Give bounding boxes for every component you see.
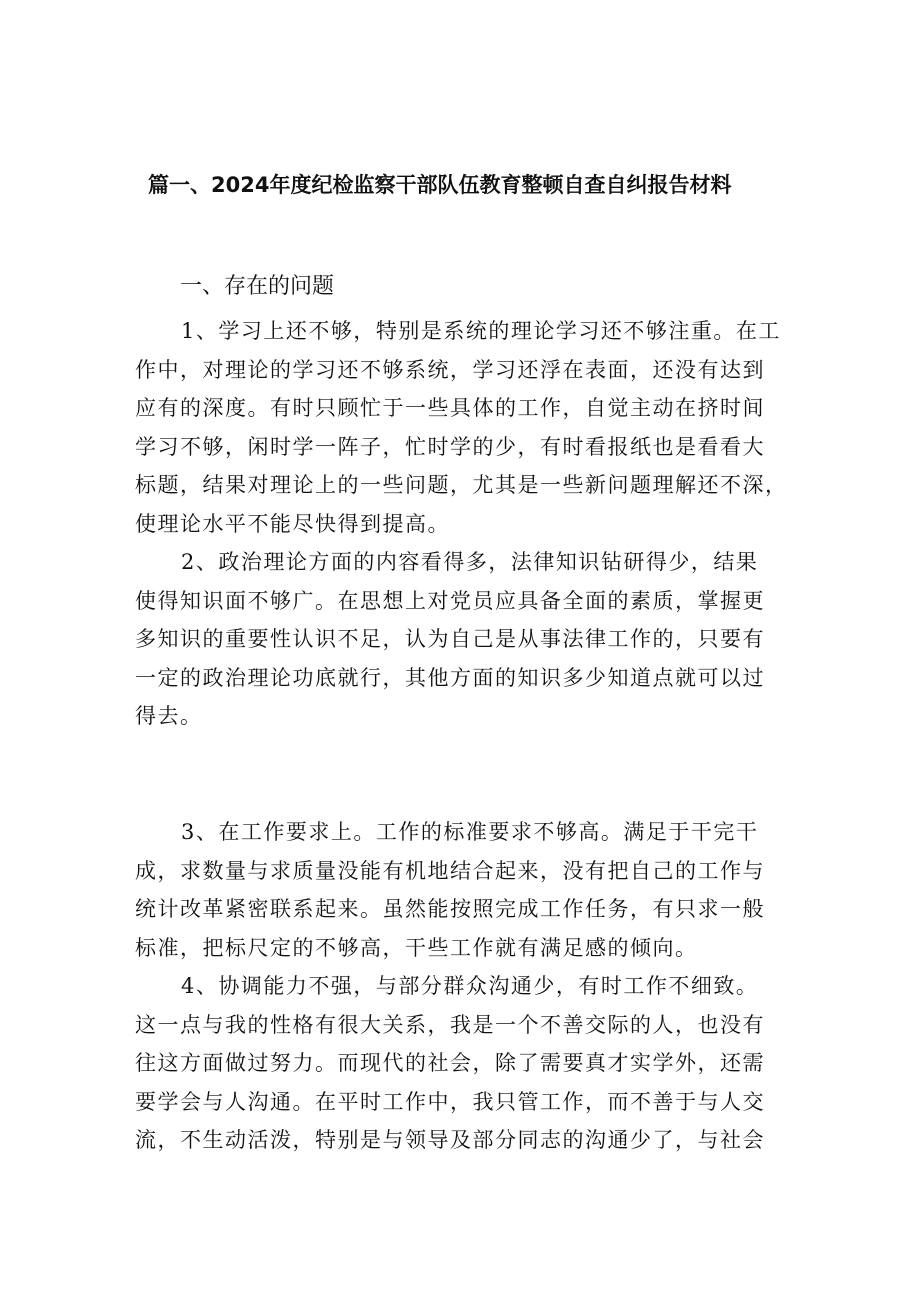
paragraph-line: 作中，对理论的学习还不够系统，学习还浮在表面，还没有达到	[135, 357, 765, 382]
paragraph-line: 4、协调能力不强，与部分群众沟通少，有时工作不细致。	[181, 974, 759, 998]
paragraph-line: 往这方面做过努力。而现代的社会，除了需要真才实学外，还需	[135, 1051, 765, 1075]
paragraph-4	[135, 967, 815, 1160]
paragraph-line: 这一点与我的性格有很大关系，我是一个不善交际的人，也没有	[135, 1012, 765, 1037]
paragraph-line: 使理论水平不能尽快得到提高。	[135, 511, 450, 536]
paragraph-2	[135, 543, 815, 736]
document-title: 篇一、2024年度纪检监察干部队伍教育整顿自查自纠报告材料	[148, 173, 732, 197]
paragraph-line: 3、在工作要求上。工作的标准要求不够高。满足于干完干	[181, 820, 759, 844]
paragraph-line: 学习不够，闲时学一阵子，忙时学的少，有时看报纸也是看看大	[135, 434, 765, 459]
paragraph-line: 要学会与人沟通。在平时工作中，我只管工作，而不善于与人交	[135, 1089, 765, 1114]
paragraph-line: 统计改革紧密联系起来。虽然能按照完成工作任务，有只求一般	[135, 897, 765, 921]
paragraph-line: 得去。	[135, 704, 203, 728]
paragraph-line: 使得知识面不够广。在思想上对党员应具备全面的素质，掌握更	[135, 588, 765, 613]
paragraph-1	[135, 312, 815, 543]
paragraph-line: 成，求数量与求质量没能有机地结合起来，没有把自己的工作与	[135, 858, 765, 883]
paragraph-line: 标准，把标尺定的不够高，干些工作就有满足感的倾向。	[135, 935, 698, 960]
paragraph-line: 一定的政治理论功底就行，其他方面的知识多少知道点就可以过	[135, 665, 765, 690]
paragraph-line: 2、政治理论方面的内容看得多，法律知识钻研得少，结果	[181, 550, 759, 574]
paragraph-3	[135, 813, 815, 967]
paragraph-line: 多知识的重要性认识不足，认为自己是从事法律工作的，只要有	[135, 627, 765, 651]
paragraph-line: 流，不生动活泼，特别是与领导及部分同志的沟通少了，与社会	[135, 1128, 765, 1152]
paragraph-line: 1、学习上还不够，特别是系统的理论学习还不够注重。在工	[181, 319, 781, 343]
section-heading: 一、存在的问题	[180, 274, 335, 299]
paragraph-line: 应有的深度。有时只顾忙于一些具体的工作，自觉主动在挤时间	[135, 396, 765, 420]
paragraph-line: 标题，结果对理论上的一些问题，尤其是一些新问题理解还不深，	[135, 473, 788, 497]
